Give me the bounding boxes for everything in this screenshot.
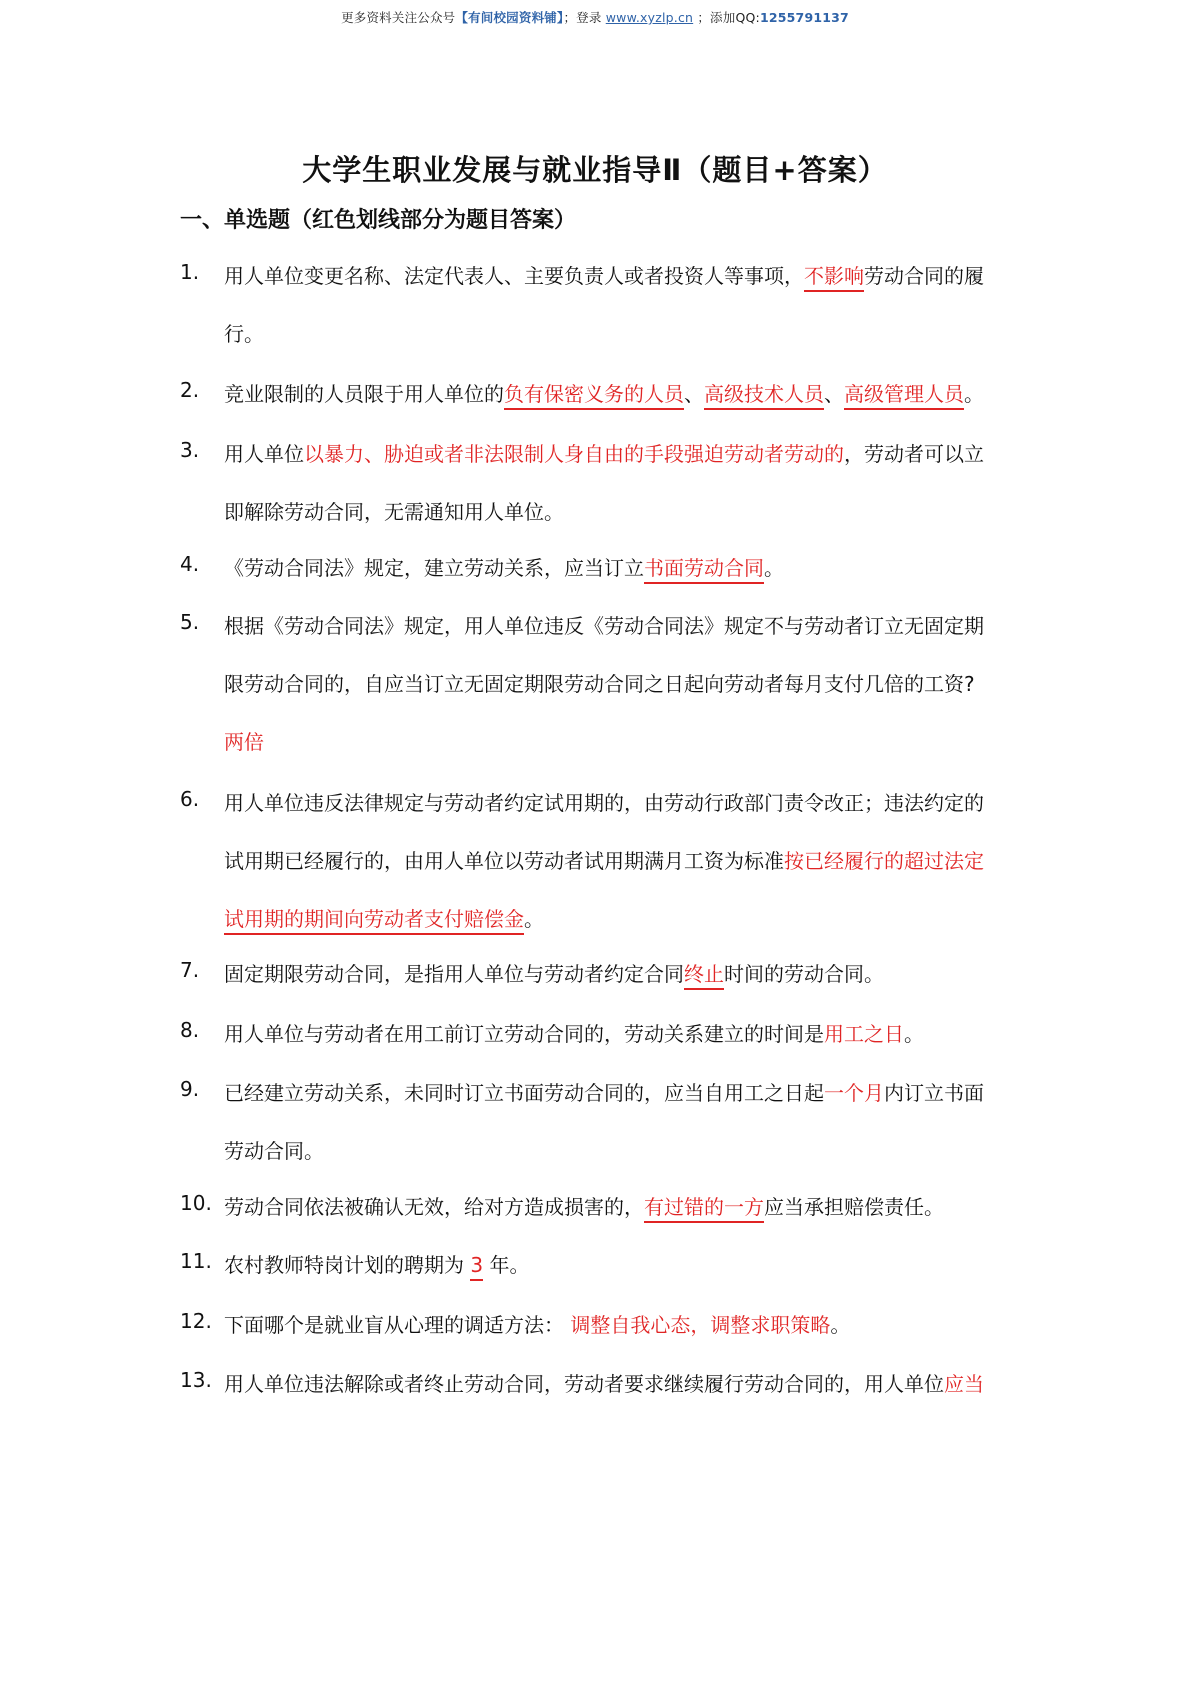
- banner-login-text: ；登录: [563, 10, 602, 25]
- question-text: 劳动合同。: [224, 1139, 324, 1163]
- answer-text: 有过错的一方: [644, 1195, 764, 1223]
- question-text-line: [224, 610, 984, 639]
- question-text: 农村教师特岗计划的聘期为: [224, 1253, 471, 1277]
- question-text: 用人单位变更名称、法定代表人、主要负责人或者投资人等事项，: [224, 264, 804, 288]
- question-number: 2.: [180, 378, 200, 402]
- question-text: 。: [764, 556, 784, 580]
- question-text-line: [224, 318, 264, 347]
- answer-text: 高级技术人员: [704, 382, 824, 410]
- answer-text: 一个月: [824, 1081, 884, 1105]
- answer-text: 负有保密义务的人员: [504, 382, 684, 410]
- question-number: 9.: [180, 1077, 200, 1101]
- question-text-line: [224, 378, 984, 407]
- question-text-line: [224, 1249, 529, 1278]
- answer-text: 应当: [944, 1372, 984, 1396]
- question-text-line: [224, 668, 975, 697]
- answer-text: 按已经履行的超过法定: [784, 849, 984, 873]
- section-heading: 一、单选题（红色划线部分为题目答案）: [180, 208, 577, 233]
- question-text-line: [224, 787, 984, 816]
- question-number: 11.: [180, 1249, 212, 1273]
- question-text-line: [224, 1309, 850, 1338]
- top-banner: [0, 8, 1190, 26]
- document-title: 大学生职业发展与就业指导Ⅱ（题目+答案）: [302, 153, 888, 187]
- question-text: 。: [524, 907, 544, 931]
- answer-text: 以暴力、胁迫或者非法限制人身自由的手段强迫劳动者劳动的: [304, 442, 844, 466]
- question-number: 5.: [180, 610, 200, 634]
- question-text-line: [224, 1018, 924, 1047]
- question-text: 已经建立劳动关系，未同时订立书面劳动合同的，应当自用工之日起: [224, 1081, 824, 1105]
- question-text: 固定期限劳动合同，是指用人单位与劳动者约定合同: [224, 962, 684, 986]
- question-number: 12.: [180, 1309, 212, 1333]
- question-text: 。: [830, 1313, 851, 1337]
- question-text-line: [224, 958, 884, 987]
- question-text-line: [224, 726, 264, 755]
- answer-text: 用工之日: [824, 1022, 904, 1046]
- question-text: 限劳动合同的，自应当订立无固定期限劳动合同之日起向劳动者每月支付几倍的工资?: [224, 672, 975, 696]
- answer-text: 书面劳动合同: [644, 556, 764, 584]
- question-text-line: [224, 845, 984, 874]
- question-text: 试用期已经履行的，由用人单位以劳动者试用期满月工资为标准: [224, 849, 784, 873]
- question-number: 7.: [180, 958, 200, 982]
- question-number: 10.: [180, 1191, 212, 1215]
- question-text-line: [224, 1191, 944, 1220]
- answer-text: 3: [470, 1253, 483, 1281]
- question-text: 。: [904, 1022, 924, 1046]
- question-text: 用人单位违法解除或者终止劳动合同，劳动者要求继续履行劳动合同的，用人单位: [224, 1372, 944, 1396]
- question-text: 行。: [224, 322, 264, 346]
- question-text-line: [224, 260, 984, 289]
- question-text-line: [224, 496, 564, 525]
- banner-qq-text: ；添加QQ:: [697, 10, 760, 25]
- question-number: 4.: [180, 552, 200, 576]
- question-text: ，劳动者可以立: [844, 442, 984, 466]
- question-number: 1.: [180, 260, 200, 284]
- question-text: 、: [684, 382, 704, 406]
- question-text: 竞业限制的人员限于用人单位的: [224, 382, 504, 406]
- question-text: 即解除劳动合同，无需通知用人单位。: [224, 500, 564, 524]
- question-text: 下面哪个是就业盲从心理的调适方法：: [224, 1313, 571, 1337]
- banner-prefix: 更多资料关注公众号: [341, 10, 456, 25]
- answer-text: 两倍: [224, 730, 264, 754]
- question-text-line: [224, 1135, 324, 1164]
- question-text: 时间的劳动合同。: [724, 962, 884, 986]
- answer-text: 调整自我心态，调整求职策略: [570, 1313, 831, 1337]
- question-text-line: [224, 438, 984, 467]
- question-number: 13.: [180, 1368, 212, 1392]
- question-number: 6.: [180, 787, 200, 811]
- question-text: 根据《劳动合同法》规定，用人单位违反《劳动合同法》规定不与劳动者订立无固定期: [224, 614, 984, 638]
- question-text-line: [224, 903, 544, 932]
- question-text: 用人单位与劳动者在用工前订立劳动合同的，劳动关系建立的时间是: [224, 1022, 824, 1046]
- question-text: 《劳动合同法》规定，建立劳动关系，应当订立: [224, 556, 644, 580]
- banner-account: 【有间校园资料铺】: [455, 10, 564, 25]
- question-text: 内订立书面: [884, 1081, 984, 1105]
- question-text: 用人单位违反法律规定与劳动者约定试用期的，由劳动行政部门责令改正；违法约定的: [224, 791, 984, 815]
- banner-url-link[interactable]: www.xyzlp.cn: [605, 10, 694, 25]
- answer-text: 不影响: [804, 264, 864, 292]
- answer-text: 试用期的期间向劳动者支付赔偿金: [224, 907, 524, 935]
- question-text: 。: [964, 382, 984, 406]
- question-text: 劳动合同的履: [864, 264, 984, 288]
- question-text: 年。: [483, 1253, 530, 1277]
- question-text-line: [224, 1368, 984, 1397]
- question-text: 、: [824, 382, 844, 406]
- banner-qq-number: 1255791137: [759, 10, 849, 25]
- question-text: 劳动合同依法被确认无效，给对方造成损害的，: [224, 1195, 644, 1219]
- question-number: 3.: [180, 438, 200, 462]
- question-number: 8.: [180, 1018, 200, 1042]
- answer-text: 高级管理人员: [844, 382, 964, 410]
- question-text-line: [224, 1077, 984, 1106]
- question-text: 用人单位: [224, 442, 304, 466]
- question-text: 应当承担赔偿责任。: [764, 1195, 944, 1219]
- question-text-line: [224, 552, 784, 581]
- answer-text: 终止: [684, 962, 724, 990]
